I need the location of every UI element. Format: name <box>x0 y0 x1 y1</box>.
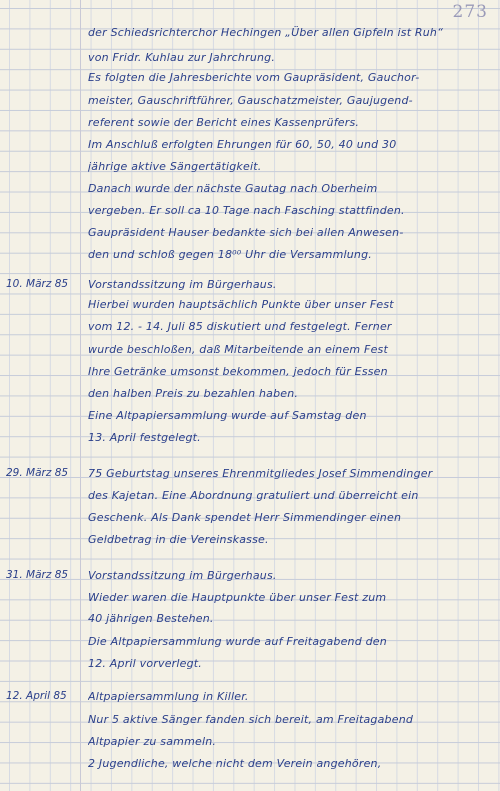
handwritten-line: Im Anschluß erfolgten Ehrungen für 60, 50, 40 und 30 <box>88 138 397 151</box>
handwritten-line: der Schiedsrichterchor Hechingen „Über allen Gipfeln ist Ruh“ <box>88 26 443 39</box>
handwritten-line: Eine Altpapiersammlung wurde auf Samstag den <box>88 409 367 422</box>
handwritten-line: meister, Gauschriftführer, Gauschatzmeister, Gaujugend- <box>88 94 413 107</box>
handwritten-line: Vorstandssitzung im Bürgerhaus. <box>88 278 277 291</box>
handwritten-line: wurde beschloßen, daß Mitarbeitende an einem Fest <box>88 343 388 356</box>
entry-date: 12. April 85 <box>6 690 67 702</box>
handwritten-line: vom 12. - 14. Juli 85 diskutiert und festgelegt. Ferner <box>88 320 392 333</box>
entry-date: 29. März 85 <box>6 467 69 479</box>
handwritten-line: Wieder waren die Hauptpunkte über unser Fest zum <box>88 591 387 604</box>
handwritten-line: Geschenk. Als Dank spendet Herr Simmendinger einen <box>88 511 402 524</box>
handwritten-line: Die Altpapiersammlung wurde auf Freitagabend den <box>88 635 387 648</box>
handwritten-line: den und schloß gegen 18⁰⁰ Uhr die Versammlung. <box>88 248 372 261</box>
handwritten-line: Hierbei wurden hauptsächlich Punkte über unser Fest <box>88 298 394 311</box>
handwritten-line: Es folgten die Jahresberichte vom Gaupräsident, Gauchor- <box>88 71 420 84</box>
handwritten-line: Ihre Getränke umsonst bekommen, jedoch für Essen <box>88 365 388 378</box>
handwritten-line: 40 jährigen Bestehen. <box>88 612 214 625</box>
handwritten-line: Danach wurde der nächste Gautag nach Oberheim <box>88 182 378 195</box>
handwritten-line: jährige aktive Sängertätigkeit. <box>88 160 262 173</box>
handwritten-line: Altpapier zu sammeln. <box>88 735 217 748</box>
handwritten-line: 12. April vorverlegt. <box>88 657 203 670</box>
handwritten-line: vergeben. Er soll ca 10 Tage nach Fasching stattfinden. <box>88 204 405 217</box>
handwritten-line: Nur 5 aktive Sänger fanden sich bereit, am Freitagabend <box>88 713 414 726</box>
handwritten-line: Geldbetrag in die Vereinskasse. <box>88 533 269 546</box>
handwritten-line: Altpapiersammlung in Killer. <box>88 690 249 703</box>
handwritten-line: Gaupräsident Hauser bedankte sich bei allen Anwesen- <box>88 226 404 239</box>
handwritten-line: 13. April festgelegt. <box>88 431 201 444</box>
handwritten-line: des Kajetan. Eine Abordnung gratuliert und überreicht ein <box>88 489 419 502</box>
handwritten-line: Vorstandssitzung im Bürgerhaus. <box>88 569 277 582</box>
entry-date: 31. März 85 <box>6 569 69 581</box>
handwritten-line: 75 Geburtstag unseres Ehrenmitgliedes Josef Simmendinger <box>88 467 433 480</box>
entry-date: 10. März 85 <box>6 278 69 290</box>
handwritten-line: den halben Preis zu bezahlen haben. <box>88 387 299 400</box>
handwritten-line: von Fridr. Kuhlau zur Jahrchrung. <box>88 51 276 64</box>
page-number: 273 <box>452 2 488 22</box>
handwritten-line: 2 Jugendliche, welche nicht dem Verein angehören, <box>88 757 382 770</box>
handwritten-line: referent sowie der Bericht eines Kassenprüfers. <box>88 116 360 129</box>
